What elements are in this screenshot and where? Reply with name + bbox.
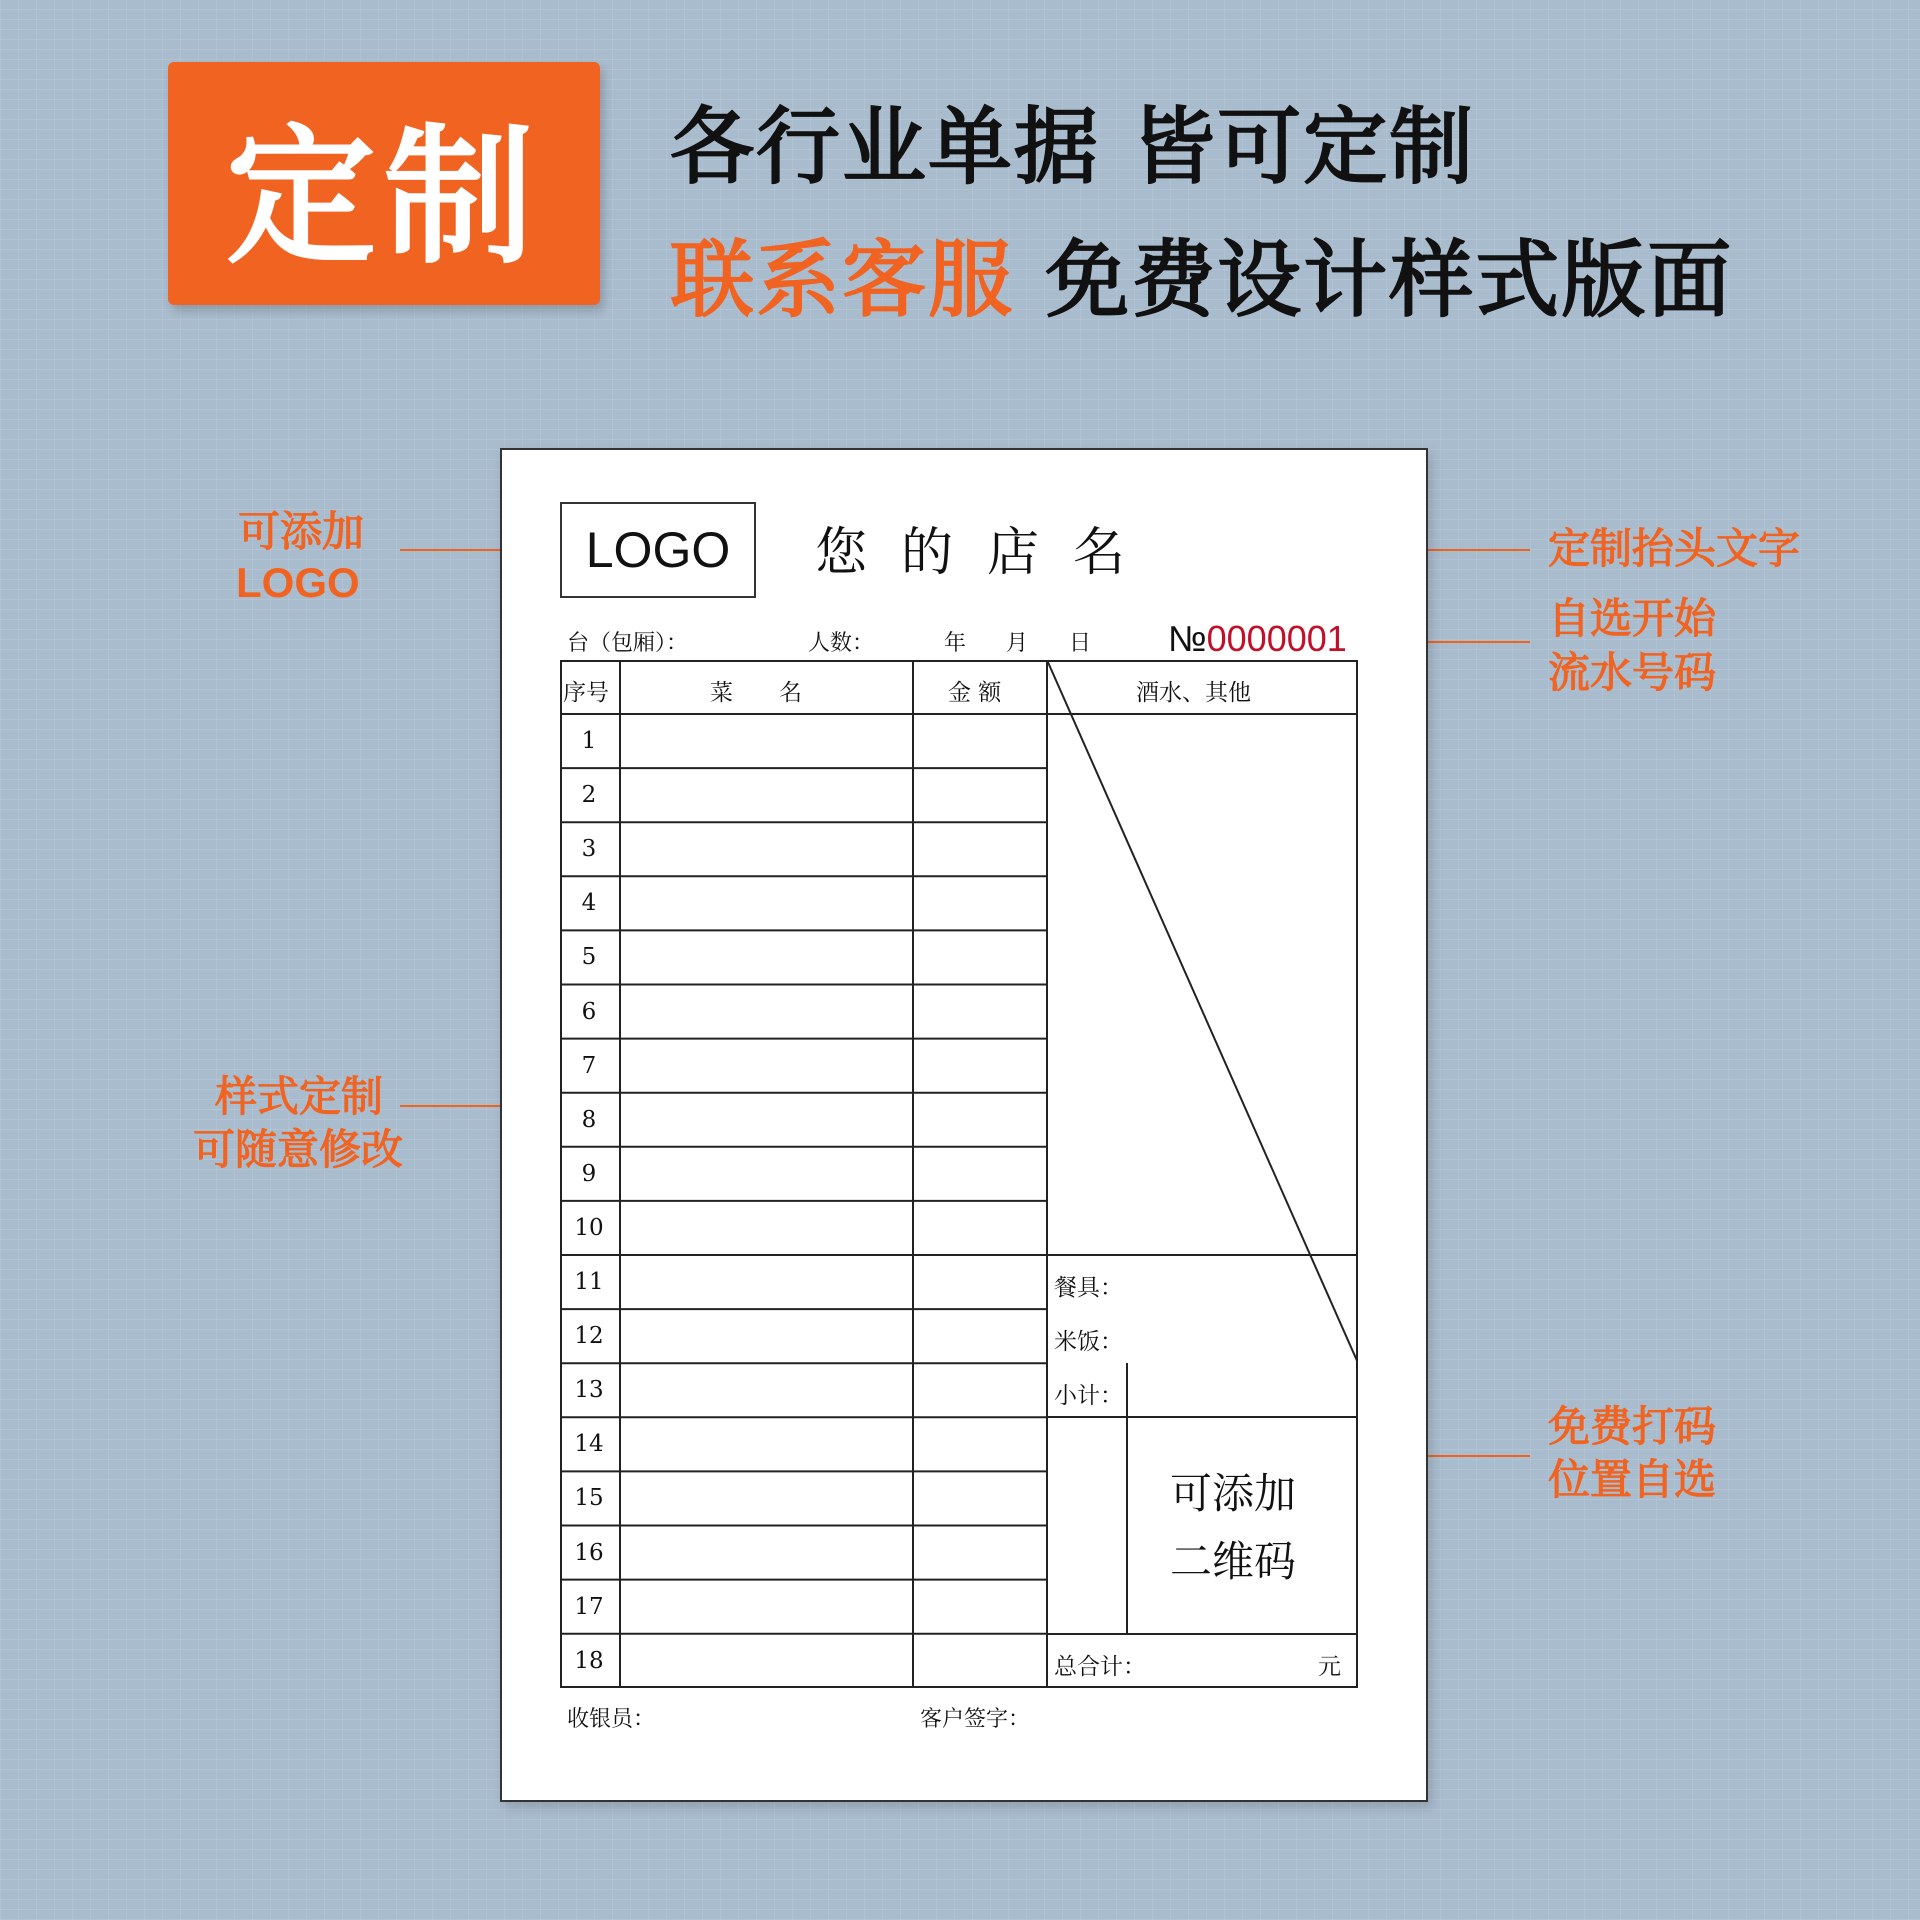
row-number: 14	[574, 1431, 604, 1458]
headline-2	[670, 213, 1733, 334]
qr-placeholder	[1170, 1460, 1340, 1596]
qr-line1: 可添加	[1170, 1469, 1297, 1518]
total-label: 总合计：	[1054, 1654, 1146, 1680]
row-number: 18	[574, 1647, 604, 1674]
receipt-day: 日	[1069, 631, 1092, 656]
callout-style-line2: 可随意修改	[193, 1125, 404, 1174]
custom-badge	[168, 62, 600, 305]
headline-2-rest: 免费设计样式版面	[1014, 231, 1734, 329]
row-number: 6	[581, 998, 597, 1025]
receipt-table	[560, 660, 1358, 1688]
row-number: 17	[574, 1593, 604, 1620]
row-number: 13	[574, 1377, 604, 1404]
rice-label: 米饭：	[1054, 1329, 1123, 1355]
tableware-label: 餐具：	[1054, 1275, 1123, 1301]
receipt-people-label: 人数：	[808, 631, 875, 656]
row-number: 2	[581, 782, 597, 809]
receipt-table-label: 台（包厢）：	[567, 631, 689, 656]
badge-text: 定制	[225, 110, 542, 285]
subtotal-label: 小计：	[1054, 1383, 1123, 1409]
row-number: 9	[581, 1160, 597, 1187]
cashier-label: 收银员：	[567, 1707, 656, 1732]
row-number: 7	[581, 1052, 597, 1079]
row-number: 4	[581, 890, 597, 917]
receipt-logo-text: LOGO	[585, 522, 731, 578]
row-number: 15	[574, 1485, 604, 1512]
callout-style-line1: 样式定制	[215, 1072, 384, 1121]
headline-1: 各行业单据 皆可定制	[670, 98, 1476, 196]
row-number: 12	[574, 1323, 604, 1350]
receipt-year: 年	[944, 631, 967, 656]
callout-logo-line2: LOGO	[236, 559, 360, 606]
row-number: 3	[581, 836, 597, 863]
col-header-drinks: 酒水、其他	[1136, 680, 1251, 706]
receipt-month: 月	[1006, 631, 1029, 656]
callout-serial-line1: 自选开始	[1548, 594, 1717, 643]
col-header-amount: 金 额	[948, 680, 1002, 706]
receipt-logo-box	[560, 502, 756, 598]
col-header-index: 序号	[563, 680, 609, 706]
callout-code-line1: 免费打码	[1548, 1402, 1717, 1451]
row-number: 10	[574, 1214, 604, 1241]
row-number: 16	[574, 1539, 604, 1566]
col-header-dish: 菜 名	[710, 680, 802, 706]
callout-heading-text: 定制抬头文字	[1548, 524, 1801, 573]
receipt-shop-name: 您的店名	[815, 523, 1160, 583]
row-number: 8	[581, 1106, 597, 1133]
row-number: 5	[581, 944, 597, 971]
callout-logo-line1: 可添加	[238, 507, 365, 556]
row-number: 11	[574, 1269, 604, 1295]
callout-code-line2: 位置自选	[1548, 1455, 1717, 1504]
currency-label: 元	[1318, 1654, 1341, 1680]
customer-sign-label: 客户签字：	[920, 1707, 1031, 1732]
callout-serial-line2: 流水号码	[1548, 648, 1717, 697]
receipt-serial	[1168, 618, 1347, 660]
serial-number: 0000001	[1206, 618, 1347, 659]
row-number: 1	[581, 728, 597, 754]
serial-prefix: №	[1168, 618, 1207, 659]
headline-2-accent: 联系客服	[670, 231, 1015, 329]
qr-line2: 二维码	[1170, 1537, 1297, 1586]
